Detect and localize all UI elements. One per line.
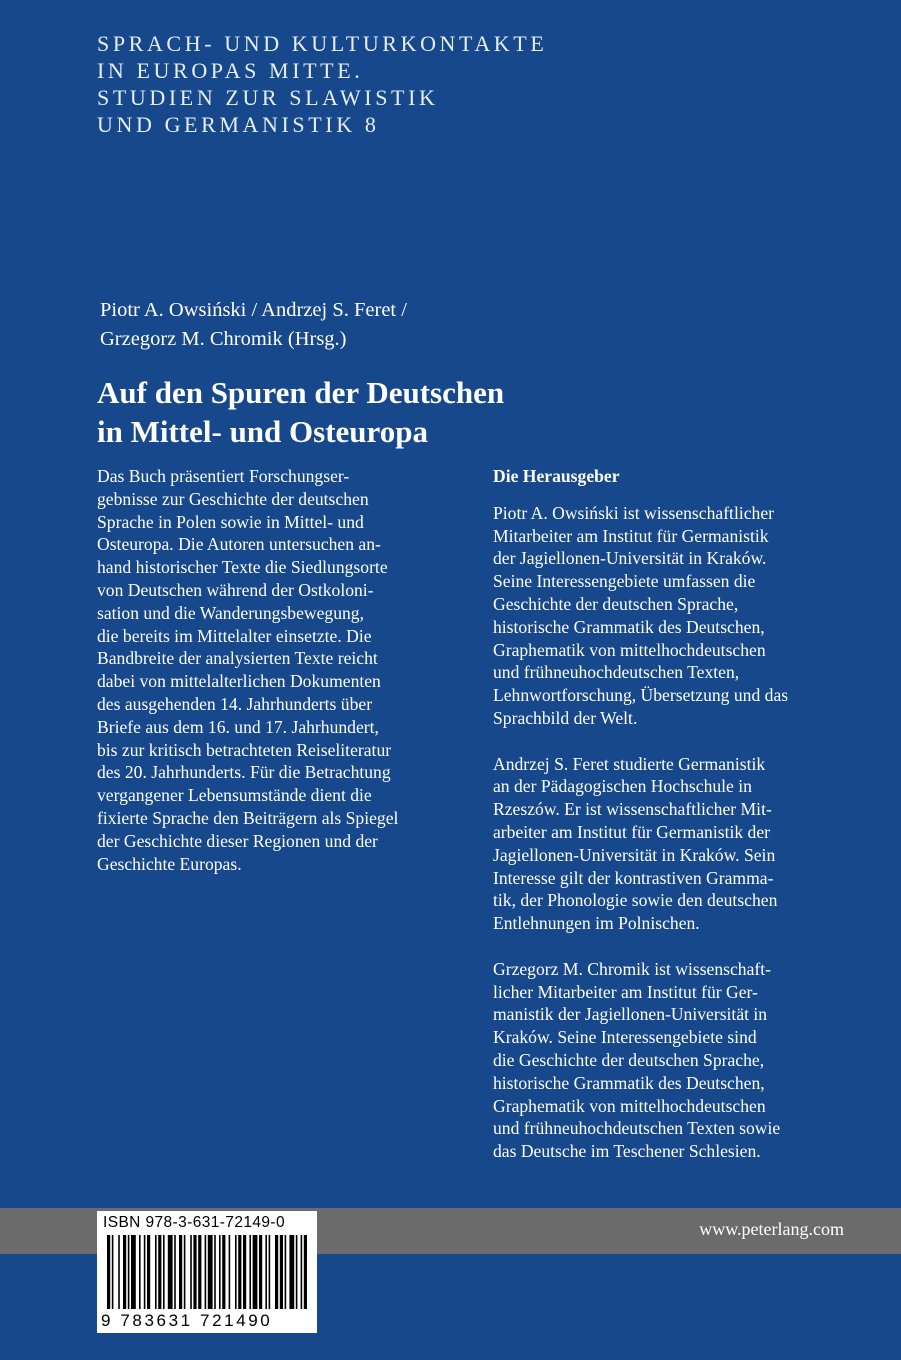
blurb-line: Briefe aus dem 16. und 17. Jahrhundert, (97, 716, 379, 737)
blurb-line: bis zur kritisch betrachteten Reiseliteratur (97, 739, 392, 760)
blurb-line: gebnisse zur Geschichte der deutschen (97, 488, 369, 509)
editor-bios (493, 465, 863, 1186)
blurb-line: des ausgehenden 14. Jahrhunderts über (97, 693, 373, 714)
bio-line: und frühneuhochdeutschen Texten, (493, 662, 740, 683)
bio-line: Grzegorz M. Chromik ist wissenschaft- (493, 958, 772, 979)
bio-line: Mitarbeiter am Institut für Germanistik (493, 525, 769, 546)
bio-line: Graphematik von mittelhochdeutschen (493, 639, 766, 660)
bio-line: Andrzej S. Feret studierte Germanistik (493, 753, 766, 774)
bio-line: Lehnwortforschung, Übersetzung und das (493, 685, 789, 706)
bio-line: Interesse gilt der kontrastiven Gramma- (493, 867, 774, 888)
bio-line: Seine Interessengebiete umfassen die (493, 571, 756, 592)
editors (100, 296, 407, 354)
bio-line: Geschichte der deutschen Sprache, (493, 593, 739, 614)
barcode-digits: 9 783631 721490 (101, 1311, 273, 1330)
blurb-line: dabei von mittelalterlichen Dokumenten (97, 671, 381, 692)
book-title (97, 373, 504, 451)
bio-line: Rzeszów. Er ist wissenschaftlicher Mit- (493, 799, 772, 820)
bio-feret (493, 753, 863, 935)
bio-line: licher Mitarbeiter am Institut für Ger- (493, 981, 758, 1002)
bio-line: an der Pädagogischen Hochschule in (493, 776, 752, 797)
bio-line: Piotr A. Owsiński ist wissenschaftlicher (493, 502, 774, 523)
blurb-line: Bandbreite der analysierten Texte reicht (97, 648, 378, 669)
bio-line: das Deutsche im Teschener Schlesien. (493, 1141, 761, 1162)
blurb (97, 465, 477, 875)
blurb-line: die bereits im Mittelalter einsetzte. Die (97, 625, 372, 646)
series-title (97, 30, 547, 138)
blurb-line: sation und die Wanderungsbewegung, (97, 602, 364, 623)
blurb-line: von Deutschen während der Ostkoloni- (97, 579, 374, 600)
blurb-line: des 20. Jahrhunderts. Für die Betrachtung (97, 762, 391, 783)
blurb-line: fixierte Sprache den Beiträgern als Spiegel (97, 807, 399, 828)
bio-line: Jagiellonen-Universität in Kraków. Sein (493, 844, 776, 865)
title-line: Auf den Spuren der Deutschen (97, 375, 505, 410)
blurb-line: Das Buch präsentiert Forschungser- (97, 466, 350, 486)
isbn-barcode (97, 1211, 317, 1333)
bio-line: die Geschichte der deutschen Sprache, (493, 1049, 765, 1070)
bio-line: Kraków. Seine Interessengebiete sind (493, 1027, 757, 1048)
barcode-icon (97, 1235, 317, 1311)
series-line: SPRACH- UND KULTURKONTAKTE (97, 31, 548, 56)
isbn-label: ISBN 978-3-631-72149-0 (103, 1214, 285, 1231)
blurb-line: vergangener Lebensumstände dient die (97, 785, 372, 806)
series-line: IN EUROPAS MITTE. (97, 58, 364, 83)
bio-line: der Jagiellonen-Universität in Kraków. (493, 548, 767, 569)
bio-line: historische Grammatik des Deutschen, (493, 616, 765, 637)
blurb-line: Geschichte Europas. (97, 853, 242, 874)
editors-line: Piotr A. Owsiński / Andrzej S. Feret / (100, 299, 407, 321)
bio-line: Sprachbild der Welt. (493, 707, 638, 728)
blurb-line: Sprache in Polen sowie in Mittel- und (97, 511, 364, 532)
bio-line: arbeiter am Institut für Germanistik der (493, 821, 771, 842)
blurb-line: hand historischer Texte die Siedlungsorte (97, 557, 388, 578)
bios-heading: Die Herausgeber (493, 466, 620, 486)
bio-line: Graphematik von mittelhochdeutschen (493, 1095, 766, 1116)
blurb-line: der Geschichte dieser Regionen und der (97, 830, 378, 851)
series-line: STUDIEN ZUR SLAWISTIK (97, 85, 439, 110)
bio-line: tik, der Phonologie sowie den deutschen (493, 890, 778, 911)
blurb-line: Osteuropa. Die Autoren untersuchen an- (97, 534, 381, 555)
title-line: in Mittel- und Osteuropa (97, 414, 428, 449)
bio-line: Entlehnungen im Polnischen. (493, 913, 700, 934)
bio-line: manistik der Jagiellonen-Universität in (493, 1004, 768, 1025)
bio-chromik (493, 958, 863, 1163)
editors-line: Grzegorz M. Chromik (Hrsg.) (100, 328, 347, 350)
bio-line: historische Grammatik des Deutschen, (493, 1072, 765, 1093)
publisher-website[interactable]: www.peterlang.com (699, 1219, 844, 1239)
series-line: UND GERMANISTIK 8 (97, 112, 380, 137)
bio-owsinski (493, 502, 863, 730)
bio-line: und frühneuhochdeutschen Texten sowie (493, 1118, 781, 1139)
